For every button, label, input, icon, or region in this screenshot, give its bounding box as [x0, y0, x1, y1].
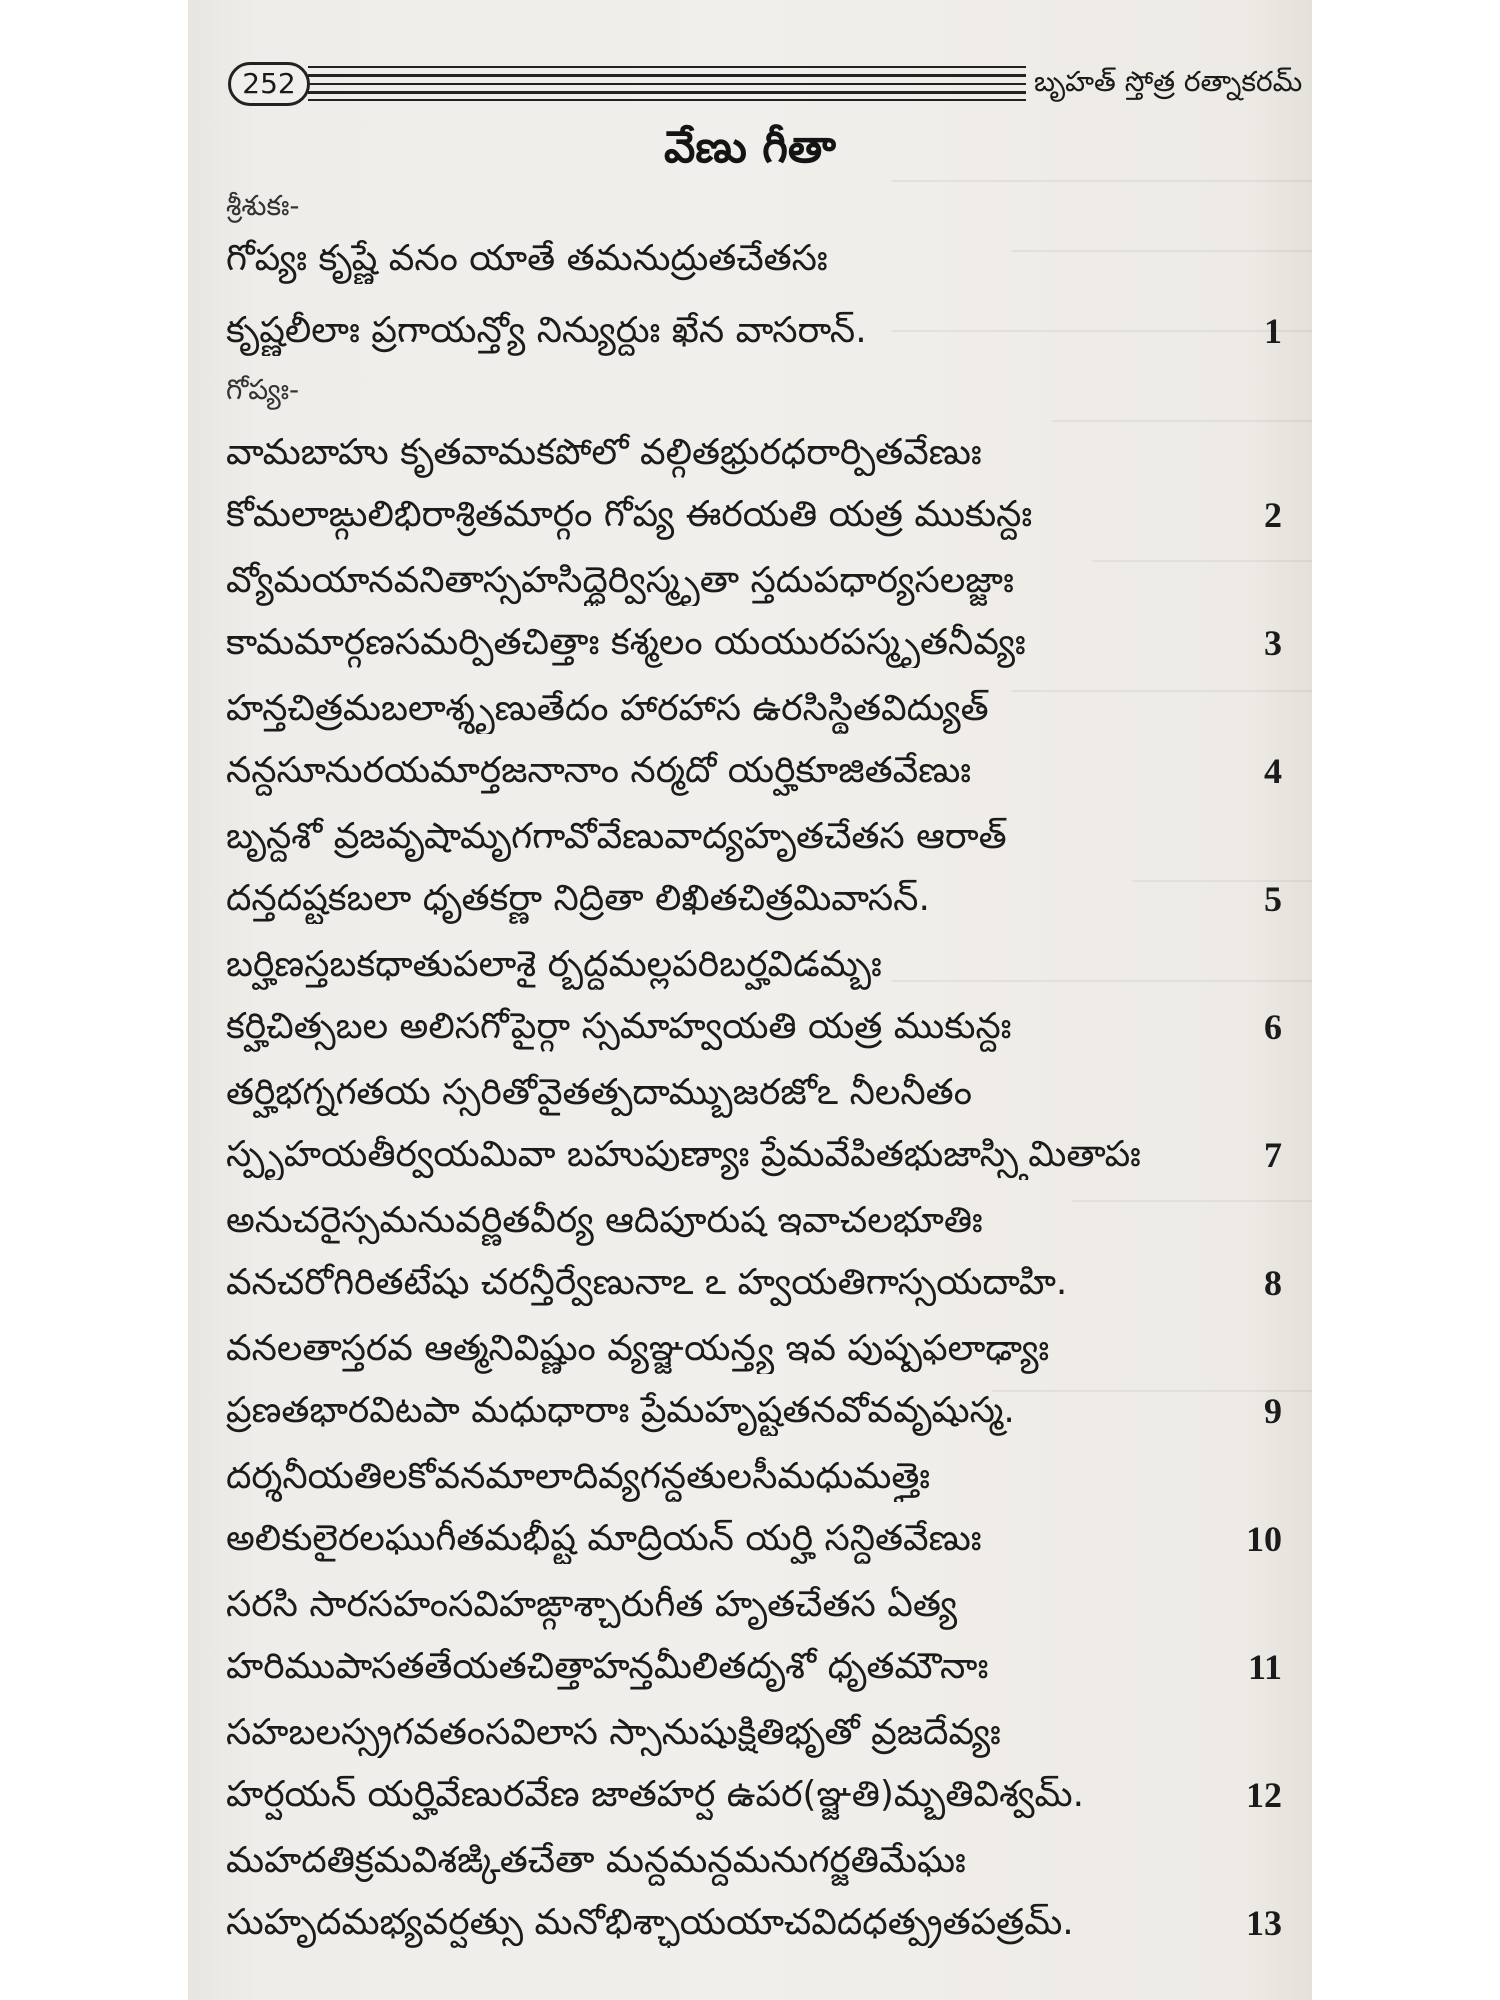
verse-line: బృన్దశో వ్రజవృషామృగగావోవేణువాద్యహృతచేతస ఆరాత్ [226, 816, 1007, 857]
book-page [188, 0, 1312, 2000]
verse-line: నన్దసూనురయమార్తజనానాం నర్మదో యర్హికూజితవేణుః [226, 750, 972, 791]
verse-line: కర్హిచిత్సబల అలిసగోపైర్గా స్సమాహ్వయతి యత్ర ముకున్దః [226, 1006, 1012, 1047]
verse-line: వ్యోమయానవనితాస్సహసిద్ధైర్విస్మృతా స్తదుపధార్యసలజ్జాః [226, 560, 1014, 601]
verse-line: కృష్ణలీలాః ప్రగాయన్త్యో నిన్యుర్దుః ఖేన వాసరాన్. [226, 310, 867, 351]
speaker-label: శ్రీశుకః- [226, 189, 300, 222]
verse-line: అనుచరైస్సమనువర్ణితవీర్య ఆదిపూరుష ఇవాచలభూతిః [226, 1200, 983, 1241]
verse-number: 7 [1264, 1135, 1282, 1175]
verse-line: ప్రణతభారవిటపా మధుధారాః ప్రేమహృష్టతనవోవవృషుస్మ. [226, 1390, 1015, 1431]
verse-line: అలికులైరలఘుగీతమభీష్ట మాద్రియన్ యర్హి సన్ధితవేణుః [226, 1518, 982, 1559]
verse-line: కోమలాఙ్గులిభిరాశ్రితమార్గం గోప్య ఈరయతి యత్ర ముకున్దః [226, 494, 1033, 535]
verse-line: గోప్యః కృష్ణే వనం యాతే తమనుద్రుతచేతసః [226, 238, 828, 279]
verse-line: సహబలస్స్రగవతంసవిలాస స్సానుషుక్షితిభృతో వ్రజదేవ్యః [226, 1712, 1001, 1753]
verse-number: 3 [1264, 623, 1282, 663]
verse-number: 11 [1247, 1647, 1282, 1687]
verse-line: దర్శనీయతిలకోవనమాలాదివ్యగన్ధతులసీమధుమత్తైః [226, 1456, 931, 1497]
verse-number: 4 [1264, 751, 1282, 791]
verse-line: కామమార్గణసమర్పితచిత్తాః కశ్మలం యయురపస్మృతనీవ్యః [226, 622, 1026, 663]
verse-line: హన్తచిత్రమబలాశ్శృణుతేదం హారహాస ఉరసిస్థితవిద్యుత్ [226, 688, 989, 729]
page-header [228, 58, 1312, 118]
verse-number: 1 [1264, 311, 1282, 351]
verse-line: వనచరోగిరితటేషు చరన్తీర్వేణునాఽ ఽ హ్వయతిగాస్సయదాహి. [226, 1262, 1068, 1303]
verse-line: తర్హిభగ్నగతయ స్సరితోవైతత్పదామ్బుజరజోఽ నీలనీతం [226, 1072, 972, 1113]
verse-line: సుహృదమభ్యవర్షత్సు మనోభిశ్ఛాయయాచవిదధత్ప్రతపత్రమ్. [226, 1902, 1074, 1943]
verse-number: 10 [1246, 1519, 1282, 1559]
speaker-label: గోప్యః- [226, 373, 300, 406]
verse-number: 8 [1264, 1263, 1282, 1303]
verse-number: 12 [1246, 1775, 1282, 1815]
verse-number: 5 [1264, 879, 1282, 919]
verse-line: బర్హిణస్తబకధాతుపలాశై ర్బద్ధమల్లపరిబర్హవిడమ్బః [226, 944, 882, 985]
verse-line: హరిముపాసతతేయతచిత్తాహన్తమీలితదృశో ధృతమౌనాః [226, 1646, 989, 1687]
header-rules [308, 64, 1026, 102]
page-title: వేణు గీతా [664, 122, 836, 173]
verse-line: సరసి సారసహంసవిహఙ్గాశ్చారుగీత హృతచేతస ఏత్య [226, 1584, 958, 1625]
verse-line: వామబాహు కృతవామకపోలో వల్గితభ్రురధరార్పితవేణుః [226, 432, 982, 473]
verse-line: వనలతాస్తరవ ఆత్మనివిష్ణుం వ్యఞ్జయన్త్య ఇవ పుష్పఫలాఢ్యాః [226, 1328, 1050, 1369]
verse-line: హర్షయన్ యర్హివేణురవేణ జాతహర్ష ఉపర(ఞ్జతి)మ్భతివిశ్వమ్. [226, 1774, 1085, 1815]
verse-number: 13 [1246, 1903, 1282, 1943]
verse-number: 9 [1264, 1391, 1282, 1431]
verse-line: దన్తదష్టకబలా ధృతకర్ణా నిద్రితా లిఖితచిత్రమివాసన్. [226, 878, 930, 919]
verse-line: స్పృహయతీర్వయమివా బహుపుణ్యాః ప్రేమవేపితభుజాస్స్తిమితాపః [226, 1134, 1141, 1175]
verse-line: మహదతిక్రమవిశఙ్కితచేతా మన్దమన్దమనుగర్జతిమేఘః [226, 1840, 966, 1881]
verse-number: 6 [1264, 1007, 1282, 1047]
verse-number: 2 [1264, 495, 1282, 535]
book-title: బృహత్ స్తోత్ర రత్నాకరమ్ [1034, 65, 1303, 98]
page-number: 252 [228, 62, 310, 106]
